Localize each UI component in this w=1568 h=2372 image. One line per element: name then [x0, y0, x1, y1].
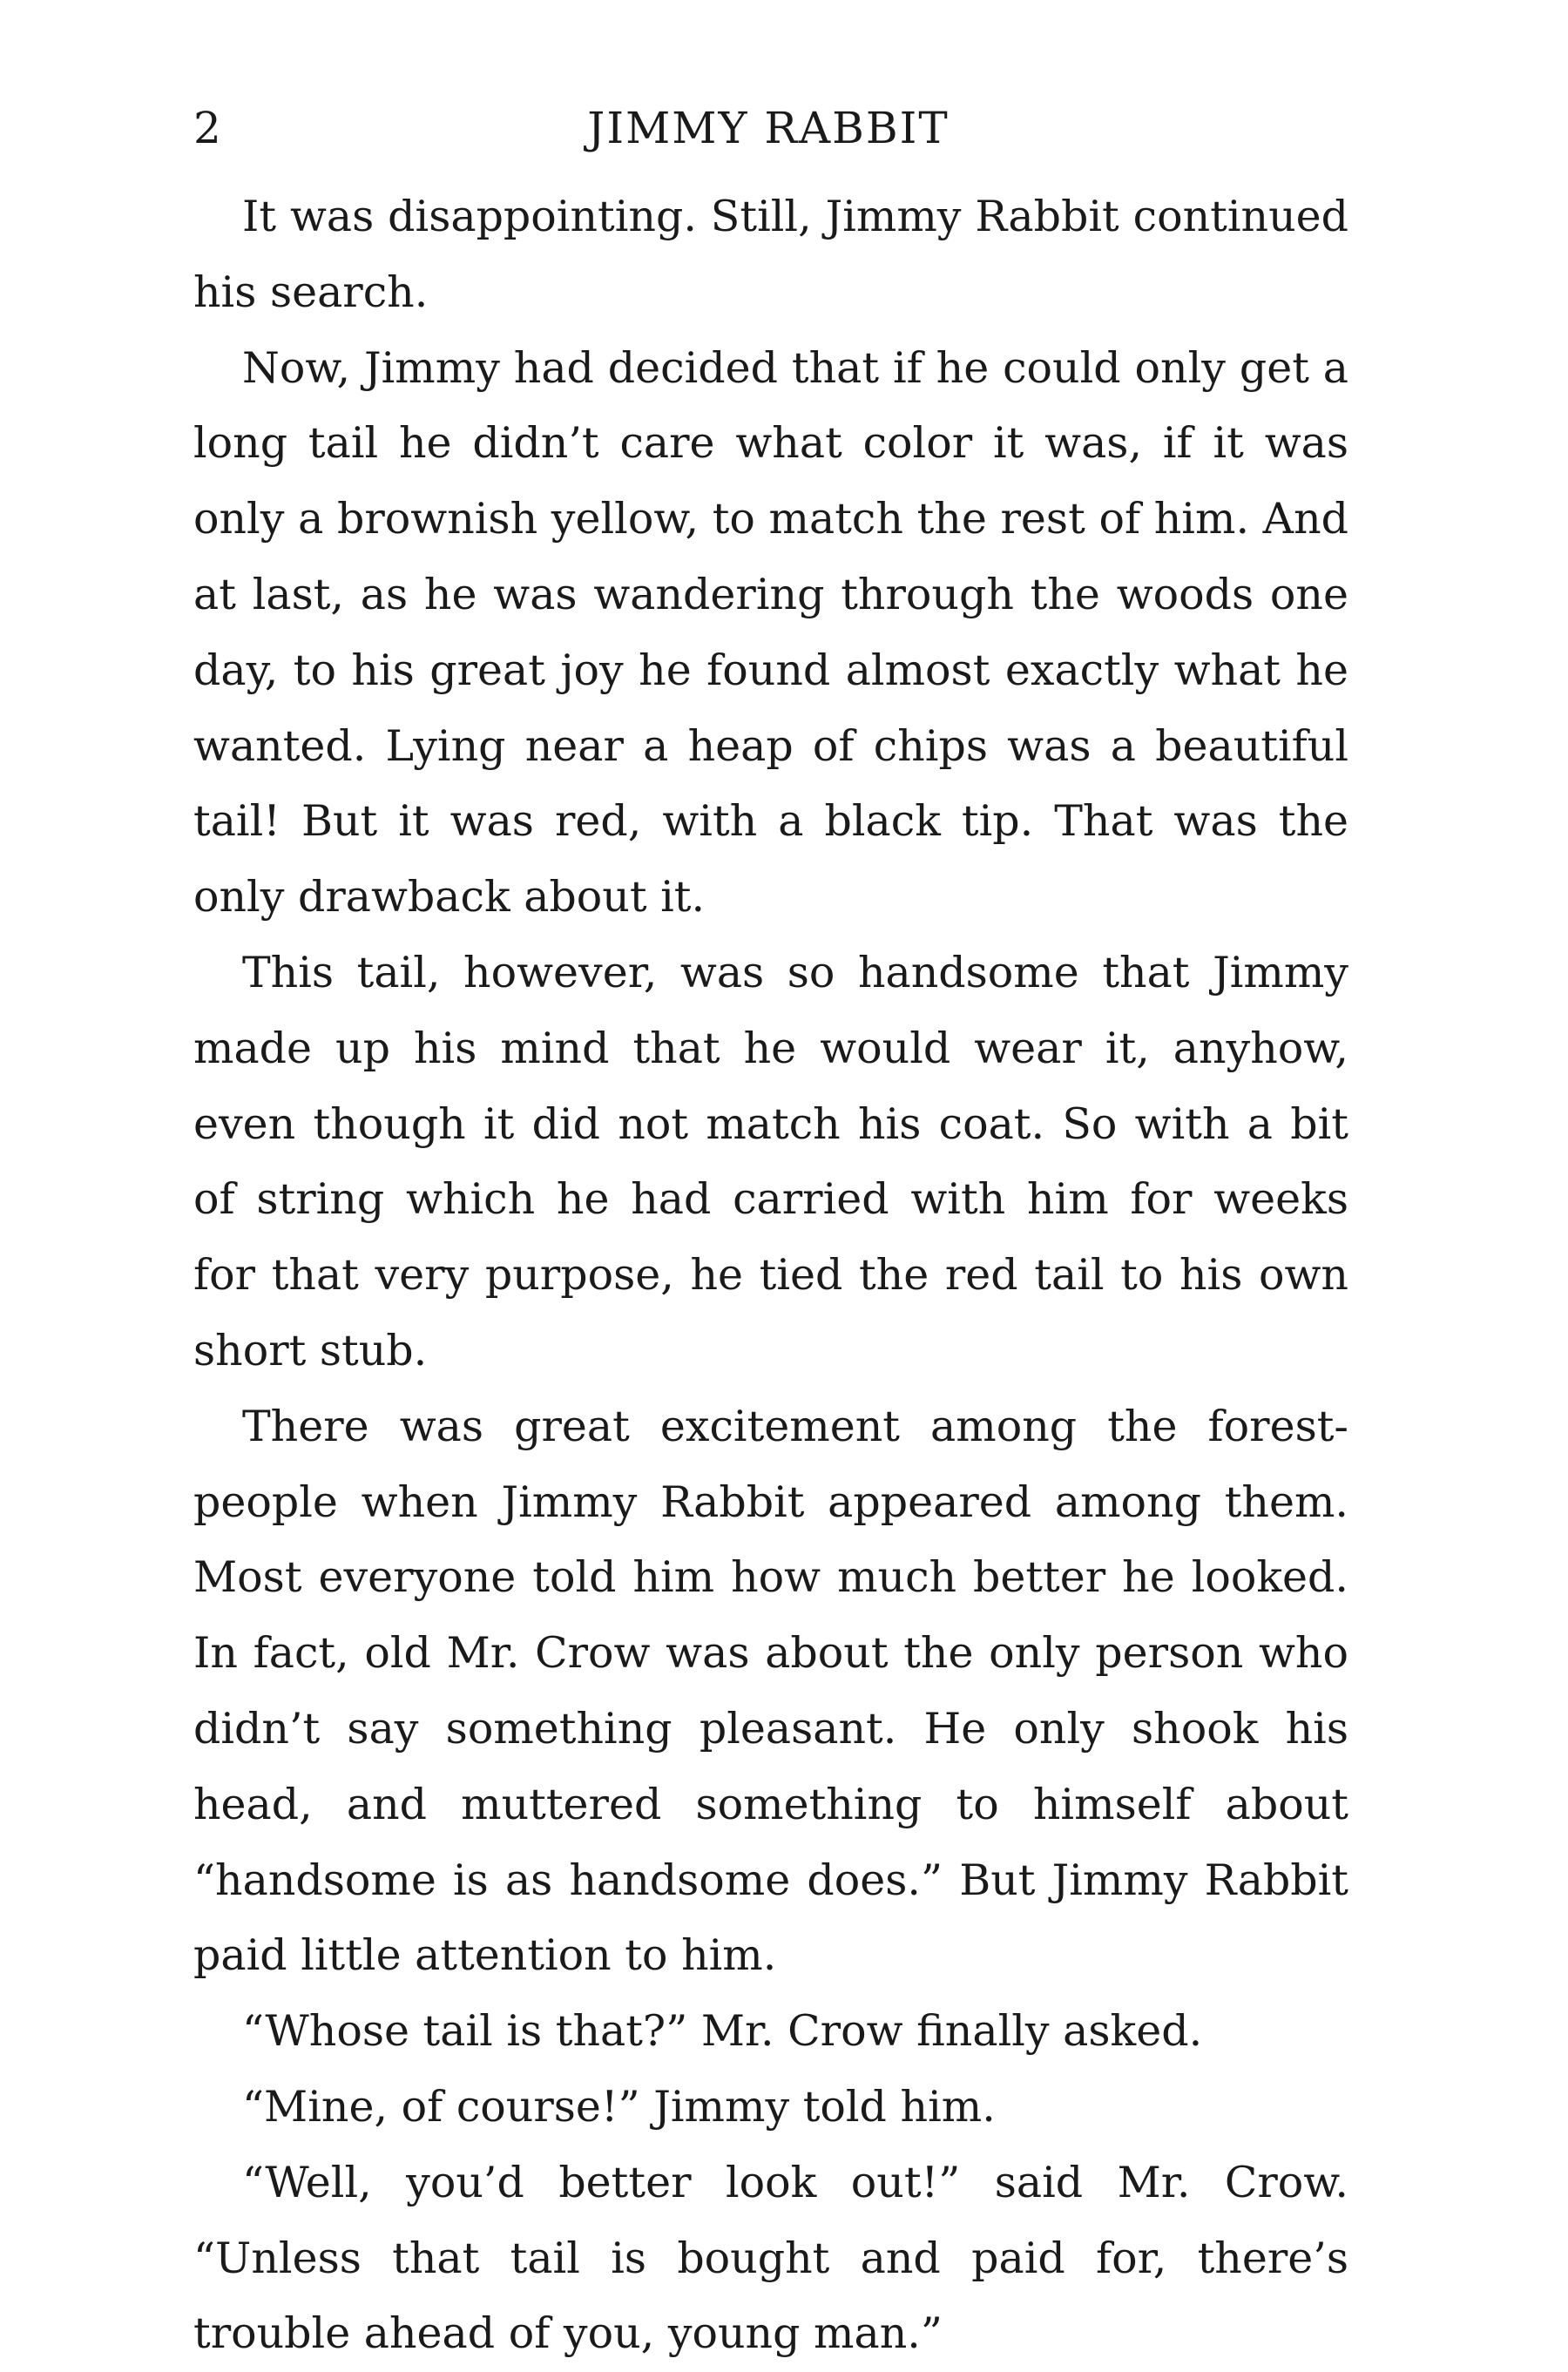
- page-number: 2: [193, 103, 221, 153]
- paragraph: This tail, however, was so handsome that Jimmy made up his mind that he would wear it, anyhow, even though it did not match his coat. So with a bit of string which he had carried with him for weeks for that very purpose, he tied the red tail to his own short stub.: [193, 947, 1348, 1375]
- paragraph: “Mine, of course!” Jimmy told him.: [242, 2081, 996, 2132]
- body-text: [193, 179, 1348, 2372]
- paragraph: “Well, you’d better look out!” said Mr. Crow. “Unless that tail is bought and paid for, there’s trouble ahead of you, young man.”: [193, 2157, 1348, 2359]
- paragraph: It was disappointing. Still, Jimmy Rabbit continued his search.: [193, 192, 1348, 317]
- paragraph: Now, Jimmy had decided that if he could only get a long tail he didn’t care what color it was, if it was only a brownish yellow, to match the rest of him. And at last, as he was wandering through the woods one day, to his great joy he found almost exactly what he wanted. Lying near a heap of chips was a beautiful tail! But it was red, with a black tip. That was the only drawback about it.: [193, 342, 1348, 922]
- running-title: JIMMY RABBIT: [587, 103, 950, 153]
- running-header: [193, 98, 1343, 159]
- paragraph: “Whose tail is that?” Mr. Crow finally asked.: [242, 2006, 1203, 2057]
- paragraph: There was great excitement among the forest-people when Jimmy Rabbit appeared among them. Most everyone told him how much better he looked. In fact, old Mr. Crow was about the only person who didn’t say something pleasant. He only shook his head, and muttered something to himself about “handsome is as handsome does.” But Jimmy Rabbit paid little attention to him.: [193, 1401, 1348, 1981]
